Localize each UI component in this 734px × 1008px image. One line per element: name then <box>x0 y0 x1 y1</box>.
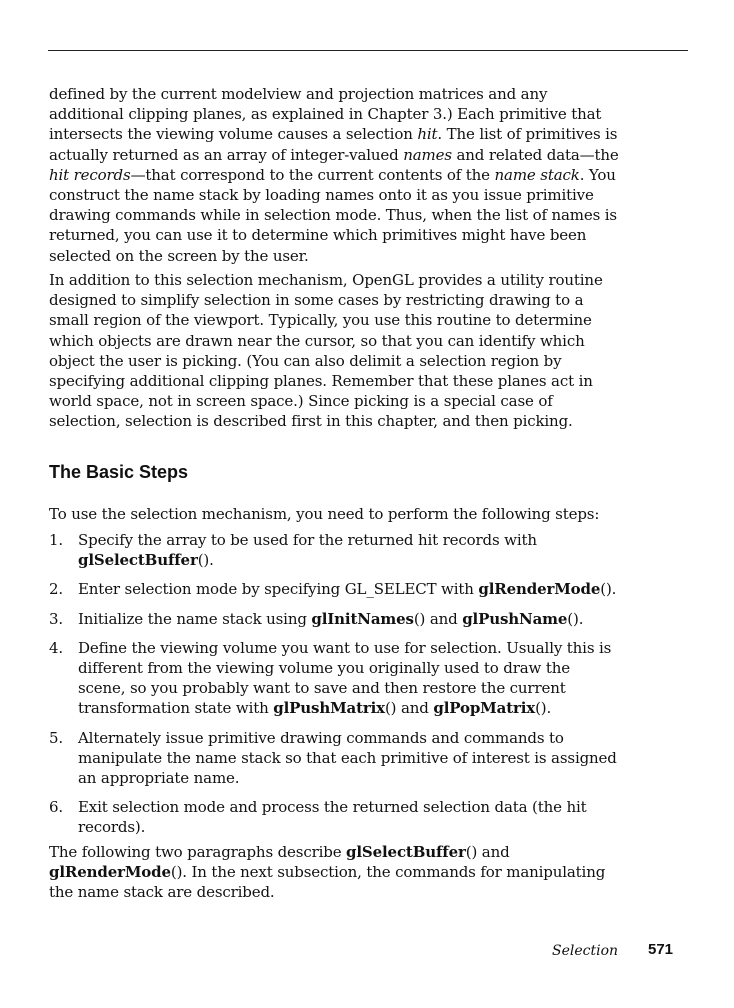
closing-paragraph: The following two paragraphs describe glSelectBuffer() and glRenderMode(). In the next subsection, the commands for manipulating the name stack are described. <box>49 843 606 902</box>
header-rule <box>48 50 688 51</box>
term-name-stack: name stack <box>494 165 580 184</box>
section-heading: The Basic Steps <box>49 462 189 482</box>
term-names: names <box>403 145 452 164</box>
page-number: 571 <box>648 941 674 958</box>
term-hit-records: hit records <box>49 165 131 184</box>
step-number: 5. <box>49 728 64 747</box>
step-number: 1. <box>49 531 64 549</box>
list-item: 3. Initialize the name stack using glInitNames() and glPushName(). <box>49 609 584 628</box>
steps-intro: To use the selection mechanism, you need to perform the following steps: <box>49 505 600 523</box>
list-item: 1. Specify the array to be used for the returned hit records with glSelectBuffer(). <box>49 531 537 570</box>
list-item: 5. Alternately issue primitive drawing commands and commands to manipulate the name stack so that each primitive of interest is assigned an appropriate name. <box>49 728 617 788</box>
function-name: glPushName <box>462 609 568 628</box>
steps-list <box>49 530 619 847</box>
function-name: glRenderMode <box>49 863 171 882</box>
function-name: glInitNames <box>311 609 414 628</box>
term-hit: hit <box>417 125 438 144</box>
function-name: glSelectBuffer <box>78 551 198 570</box>
function-name: glPopMatrix <box>433 699 536 718</box>
body-paragraph-1: defined by the current modelview and projection matrices and any additional clipping planes, as explained in Chapter 3.) Each primitive that intersects the viewing volume causes a selection hit. The list of primitives is actually returned as an array of integer-valued names and related data—the hit records—that correspond to the current contents of the name stack. You construct the name stack by loading names onto it as you issue primitive drawing commands while in selection mode. Thus, when the list of names is returned, you can use it to determine which primitives might have been selected on the screen by the user. <box>49 85 619 265</box>
step-number: 3. <box>49 609 64 628</box>
running-footer-title: Selection <box>552 943 619 959</box>
body-paragraph-2: In addition to this selection mechanism, OpenGL provides a utility routine designed to simplify selection in some cases by restricting drawing to a small region of the viewport. Typically, you use this routine to determine which objects are drawn near the cursor, so that you can identify which object the user is picking. (You can also delimit a selection region by specifying additional clipping planes. Remember that these planes act in world space, not in screen space.) Since picking is a special case of selection, selection is described first in this chapter, and then picking. <box>49 271 603 431</box>
function-name: glRenderMode <box>478 580 601 599</box>
list-item: 4. Define the viewing volume you want to use for selection. Usually this is different from the viewing volume you originally used to draw the scene, so you probably want to save and then restore the current transformation state with glPushMatrix() and glPopMatrix(). <box>49 638 612 718</box>
step-number: 4. <box>49 638 64 657</box>
step-number: 2. <box>49 580 64 599</box>
list-item: 6. Exit selection mode and process the returned selection data (the hit records). <box>49 798 587 837</box>
step-number: 6. <box>49 798 64 817</box>
function-name: glSelectBuffer <box>346 843 466 861</box>
list-item: 2. Enter selection mode by specifying GL_SELECT with glRenderMode(). <box>49 580 617 599</box>
function-name: glPushMatrix <box>273 699 385 718</box>
